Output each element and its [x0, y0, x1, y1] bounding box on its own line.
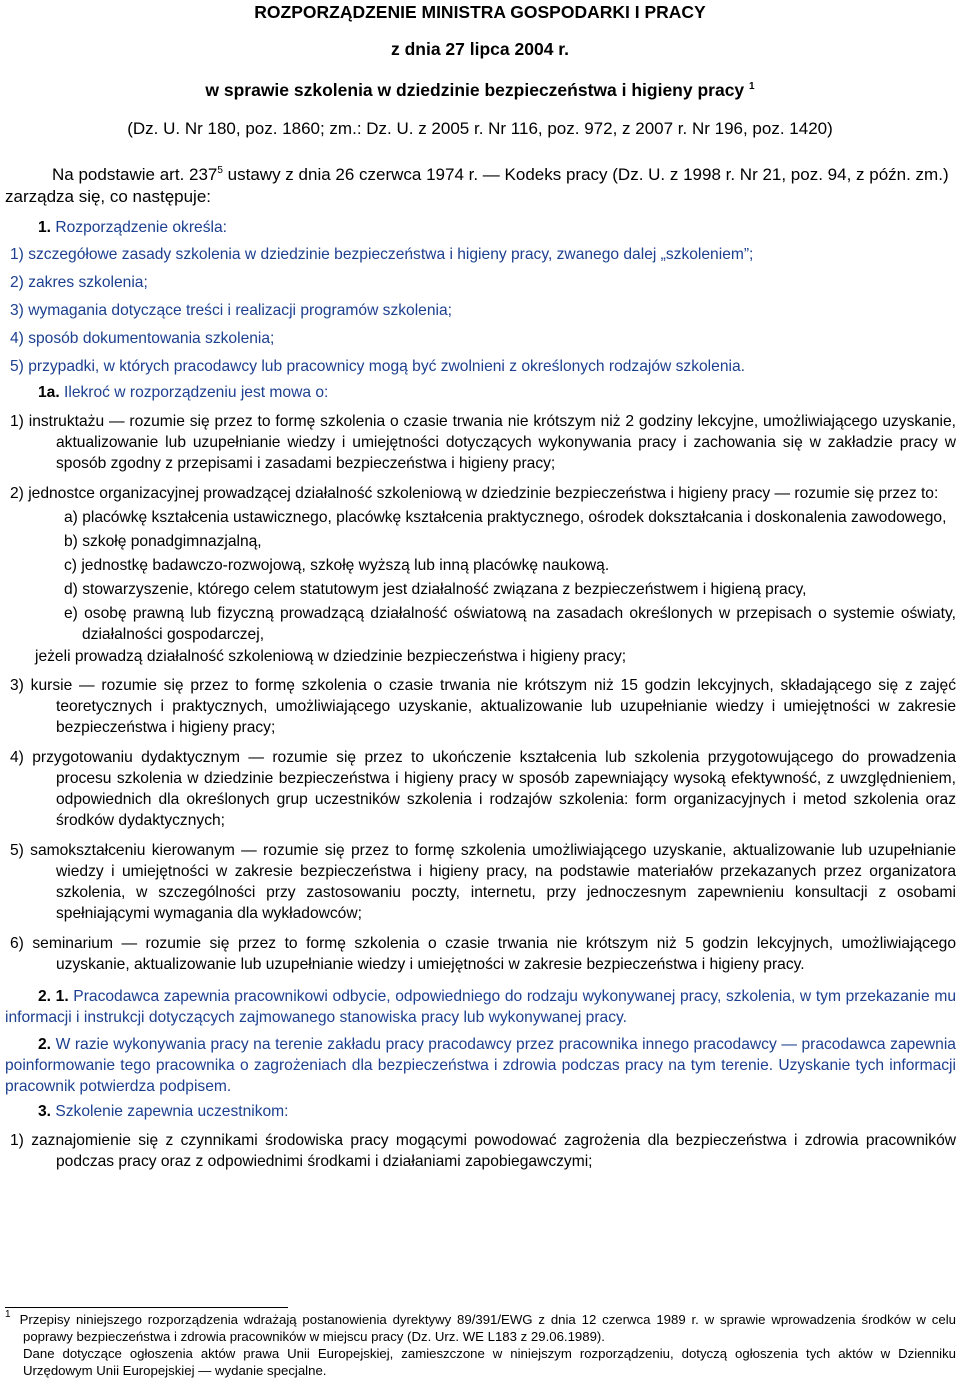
basis-pre: Na podstawie art. 237	[52, 165, 218, 184]
basis-sup: 5	[217, 165, 223, 176]
definition-item-4: 4) przygotowaniu dydaktycznym — rozumie się przez to ukończenie kształcenia lub szkolenia przygotowującego do prowadzenia procesu szkolenia w dziedzinie bezpieczeństwa i higieny pracy w sposób zapewniający wysoką efektywność, z uwzględnieniem, odpowiednich dla określonych grup uczestników szkolenia i rodzajów szkolenia: form organizacyjnych i metod szkolenia oraz środków dydaktycznych;	[10, 749, 956, 829]
section-2-text: Pracodawca zapewnia pracownikowi odbycie, odpowiedniego do rodzaju wykonywanej pracy, szkolenia, w tym przekazanie mu informacji i instrukcji dotyczących zajmowanego stanowiska pracy lub wykonywanej pracy.	[5, 988, 956, 1026]
document-title: ROZPORZĄDZENIE MINISTRA GOSPODARKI I PRACY	[254, 2, 706, 22]
footnote-text-2: Dane dotyczące ogłoszenia aktów prawa Unii Europejskiej, zamieszczone w niniejszym rozporządzeniu, dotyczą ogłoszenia tych aktów w Dzienniku Urzędowym Unii Europejskiej — wydanie specjalne.	[23, 1346, 956, 1378]
section-1-label: 1.	[38, 219, 52, 236]
section-1-item: 5) przypadki, w których pracodawcy lub pracownicy mogą być zwolnieni z określonych rodzajów szkolenia.	[10, 358, 745, 375]
definition-item-2: 2) jednostce organizacyjnej prowadzącej działalność szkoleniową w dziedzinie bezpieczeństwa i higieny pracy — rozumie się przez to:	[10, 485, 939, 502]
legal-basis	[0, 164, 960, 208]
section-3	[5, 1103, 956, 1121]
document-body	[0, 219, 960, 1172]
footnote-ref[interactable]: 1	[749, 81, 755, 92]
subject-text: w sprawie szkolenia w dziedzinie bezpieczeństwa i higieny pracy	[205, 80, 745, 100]
publication-reference: (Dz. U. Nr 180, poz. 1860; zm.: Dz. U. z 2005 r. Nr 116, poz. 972, z 2007 r. Nr 196, poz. 1420)	[127, 119, 833, 138]
definition-item-5: 5) samokształceniu kierowanym — rozumie się przez to formę szkolenia umożliwiającego uzyskanie, aktualizowanie lub uzupełnianie wiedzy i umiejętności w zakresie bezpieczeństwa i higieny pracy, na podstawie materiałów przekazanych przez organizatora szkolenia, w szczególności przy zastosowaniu poczty, internetu, przy jednoczesnym zapewnieniu konsultacji z osobami spełniającymi wymagania dla wykładowców;	[10, 842, 956, 922]
section-2-par-2-label: 2.	[38, 1036, 52, 1053]
definition-subitem: c) jednostkę badawczo-rozwojową, szkołę wyższą lub inną placówkę naukową.	[64, 557, 610, 574]
section-1a	[5, 384, 956, 402]
definition-subitem: e) osobę prawną lub fizyczną prowadzącą działalność oświatową na zasadach określonych w przepisach o systemie oświaty, działalności gospodarczej,	[64, 605, 956, 643]
section-1-item: 1) szczegółowe zasady szkolenia w dziedzinie bezpieczeństwa i higieny pracy, zwanego dalej „szkoleniem”;	[10, 246, 754, 263]
section-3-label: 3.	[38, 1103, 52, 1120]
section-2-par-2	[5, 1034, 956, 1097]
document-subject	[0, 80, 960, 101]
definition-item-1: 1) instruktażu — rozumie się przez to formę szkolenia o czasie trwania nie krótszym niż 2 godziny lekcyjne, umożliwiającego uzyskanie, aktualizowanie lub uzupełnianie wiedzy i umiejętności dotyczących wykonywania pracy i zachowania się w zakładzie pracy w sposób zgodny z przepisami i zasadami bezpieczeństwa i higieny pracy;	[10, 413, 956, 472]
section-1-item: 4) sposób dokumentowania szkolenia;	[10, 330, 275, 347]
definition-subitem: b) szkołę ponadgimnazjalną,	[64, 533, 262, 550]
section-1	[5, 219, 956, 237]
footnote-marker: 1	[5, 1309, 11, 1320]
section-2-par-2-text: W razie wykonywania pracy na terenie zakładu pracy pracodawcy przez pracownika innego pracodawcy — pracodawca zapewnia poinformowanie tego pracownika o zagrożeniach dla bezpieczeństwa i zdrowia podczas pracy na tym terenie. Uzyskanie tych informacji pracownik potwierdza podpisem.	[5, 1036, 956, 1095]
section-1a-label: 1a.	[38, 384, 60, 401]
footnote	[5, 1311, 956, 1379]
section-1a-text: Ilekroć w rozporządzeniu jest mowa o:	[59, 384, 329, 401]
definition-subitem: a) placówkę kształcenia ustawicznego, placówkę kształcenia praktycznego, ośrodek dokształcania i doskonalenia zawodowego,	[64, 509, 947, 526]
section-2-label: 2. 1.	[38, 988, 69, 1005]
footnote-p1: Przepisy niniejszego rozporządzenia wdrażają postanowienia dyrektywy 89/391/EWG z dnia 12 czerwca 1989 r. w sprawie wprowadzenia środków w celu poprawy bezpieczeństwa i zdrowia pracowników w miejscu pracy (Dz. Urz. WE L183 z 29.06.1989).	[19, 1312, 956, 1344]
section-3-text: Szkolenie zapewnia uczestnikom:	[51, 1103, 289, 1120]
definition-subitem: d) stowarzyszenie, którego celem statutowym jest działalność związana z bezpieczeństwem i higieną pracy,	[64, 581, 807, 598]
section-1-item: 2) zakres szkolenia;	[10, 274, 148, 291]
section-1-item: 3) wymagania dotyczące treści i realizacji programów szkolenia;	[10, 302, 453, 319]
section-3-item-1: 1) zaznajomienie się z czynnikami środowiska pracy mogącymi powodować zagrożenia dla bezpieczeństwa i zdrowia pracowników podczas pracy oraz z odpowiednimi środkami i działaniami zapobiegawczymi;	[10, 1132, 956, 1170]
document-date: z dnia 27 lipca 2004 r.	[390, 39, 570, 59]
footnote-separator	[5, 1307, 288, 1308]
definition-item-6: 6) seminarium — rozumie się przez to formę szkolenia o czasie trwania nie krótszym niż 5 godzin lekcyjnych, umożliwiającego uzyskanie, aktualizowanie lub uzupełnianie wiedzy i umiejętności w zakresie bezpieczeństwa i higieny pracy.	[10, 935, 956, 973]
definition-item-2-tail: jeżeli prowadzą działalność szkoleniową w dziedzinie bezpieczeństwa i higieny pracy;	[35, 648, 627, 665]
definition-item-3: 3) kursie — rozumie się przez to formę szkolenia o czasie trwania nie krótszym niż 15 godzin lekcyjnych, składającego się z zajęć teoretycznych i praktycznych, umożliwiającego uzyskanie, aktualizowanie lub uzupełnianie wiedzy i umiejętności w zakresie bezpieczeństwa i higieny pracy;	[10, 677, 956, 736]
section-2-par-1	[5, 986, 956, 1028]
basis-post: ustawy z dnia 26 czerwca 1974 r. — Kodeks pracy (Dz. U. z 1998 r. Nr 21, poz. 94, z późn. zm.) zarządza się, co następuje:	[5, 165, 949, 206]
section-1-text: Rozporządzenie określa:	[51, 219, 227, 236]
footnote-text-1	[5, 1311, 956, 1345]
